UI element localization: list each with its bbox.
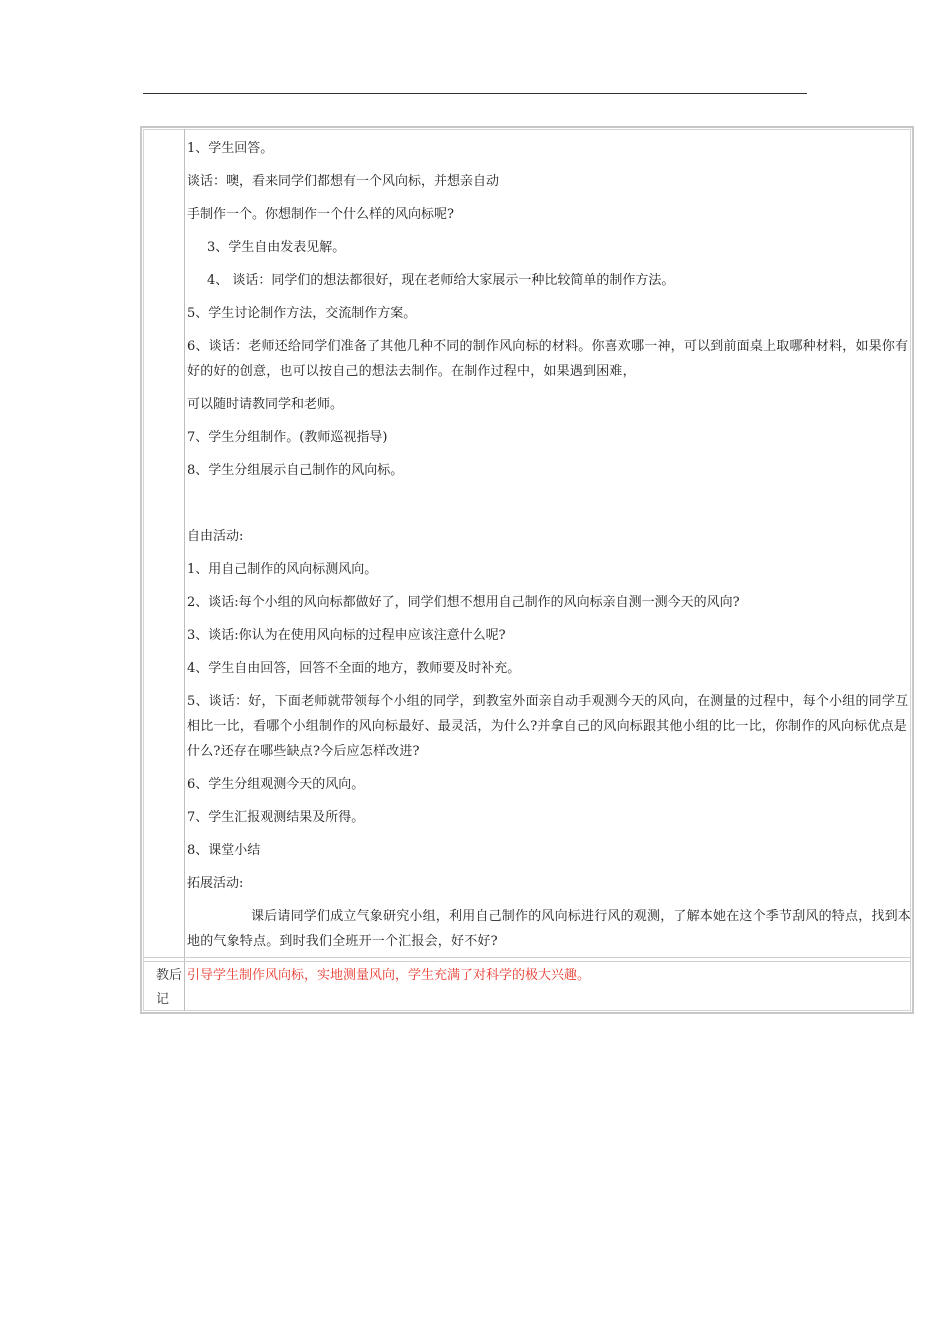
reflection-label: 教后记 [156,968,183,1007]
header-rule [143,93,807,94]
text-line: 1、用自己制作的风向标测风向。 [187,562,378,577]
text-line: 可以随时请教同学和老师。 [187,397,344,412]
text-line: 5、学生讨论制作方法，交流制作方案。 [187,306,417,321]
text-line: 8、课堂小结 [187,843,261,858]
lesson-content [187,140,914,954]
reflection-note: 引导学生制作风向标，实地测量风向，学生充满了对科学的极大兴趣。 [187,968,591,983]
text-line: 4、学生自由回答，回答不全面的地方，教师要及时补充。 [187,661,521,676]
row-divider [143,961,911,962]
column-divider [184,129,185,1011]
text-line: 4、 谈话：同学们的想法都很好，现在老师给大家展示一种比较简单的制作方法。 [207,273,675,288]
text-line: 7、学生汇报观测结果及所得。 [187,810,365,825]
text-line: 3、学生自由发表见解。 [207,240,346,255]
text-paragraph: 课后请同学们成立气象研究小组，利用自己制作的风向标进行风的观测，了解本她在这个季节刮风的特点，找到本地的气象特点。到时我们全班开一个汇报会，好不好? [187,909,912,949]
section-heading: 拓展活动: [187,876,244,891]
text-line: 手制作一个。你想制作一个什么样的风向标呢? [187,207,454,222]
text-line: 1、学生回答。 [187,141,274,156]
text-line: 2、谈话:每个小组的风向标都做好了，同学们想不想用自己制作的风向标亲自测一测今天的风向? [187,595,740,610]
text-line: 7、学生分组制作。(教师巡视指导) [187,430,388,445]
text-paragraph: 5、谈话：好，下面老师就带领每个小组的同学，到教室外面亲自动手观测今天的风向，在测量的过程中，每个小组的同学互相比一比，看哪个小组制作的风向标最好、最灵活，为什么?并拿自己的风向标跟其他小组的比一比，你制作的风向标优点是什么?还存在哪些缺点?今后应怎样改进? [187,694,909,759]
text-line: 3、谈话:你认为在使用风向标的过程申应该注意什么呢? [187,628,506,643]
text-line: 谈话：噢，看来同学们都想有一个风向标，并想亲自动 [187,174,500,189]
row-divider [143,957,911,958]
section-heading: 自由活动: [187,529,244,544]
text-line: 8、学生分组展示自己制作的风向标。 [187,463,404,478]
text-line: 6、学生分组观测今天的风向。 [187,777,365,792]
text-paragraph: 6、谈话：老师还给同学们准备了其他几种不同的制作风向标的材料。你喜欢哪一神，可以到前面桌上取哪种材料，如果你有好的好的创意，也可以按自己的想法去制作。在制作过程中，如果遇到困难， [187,339,909,379]
